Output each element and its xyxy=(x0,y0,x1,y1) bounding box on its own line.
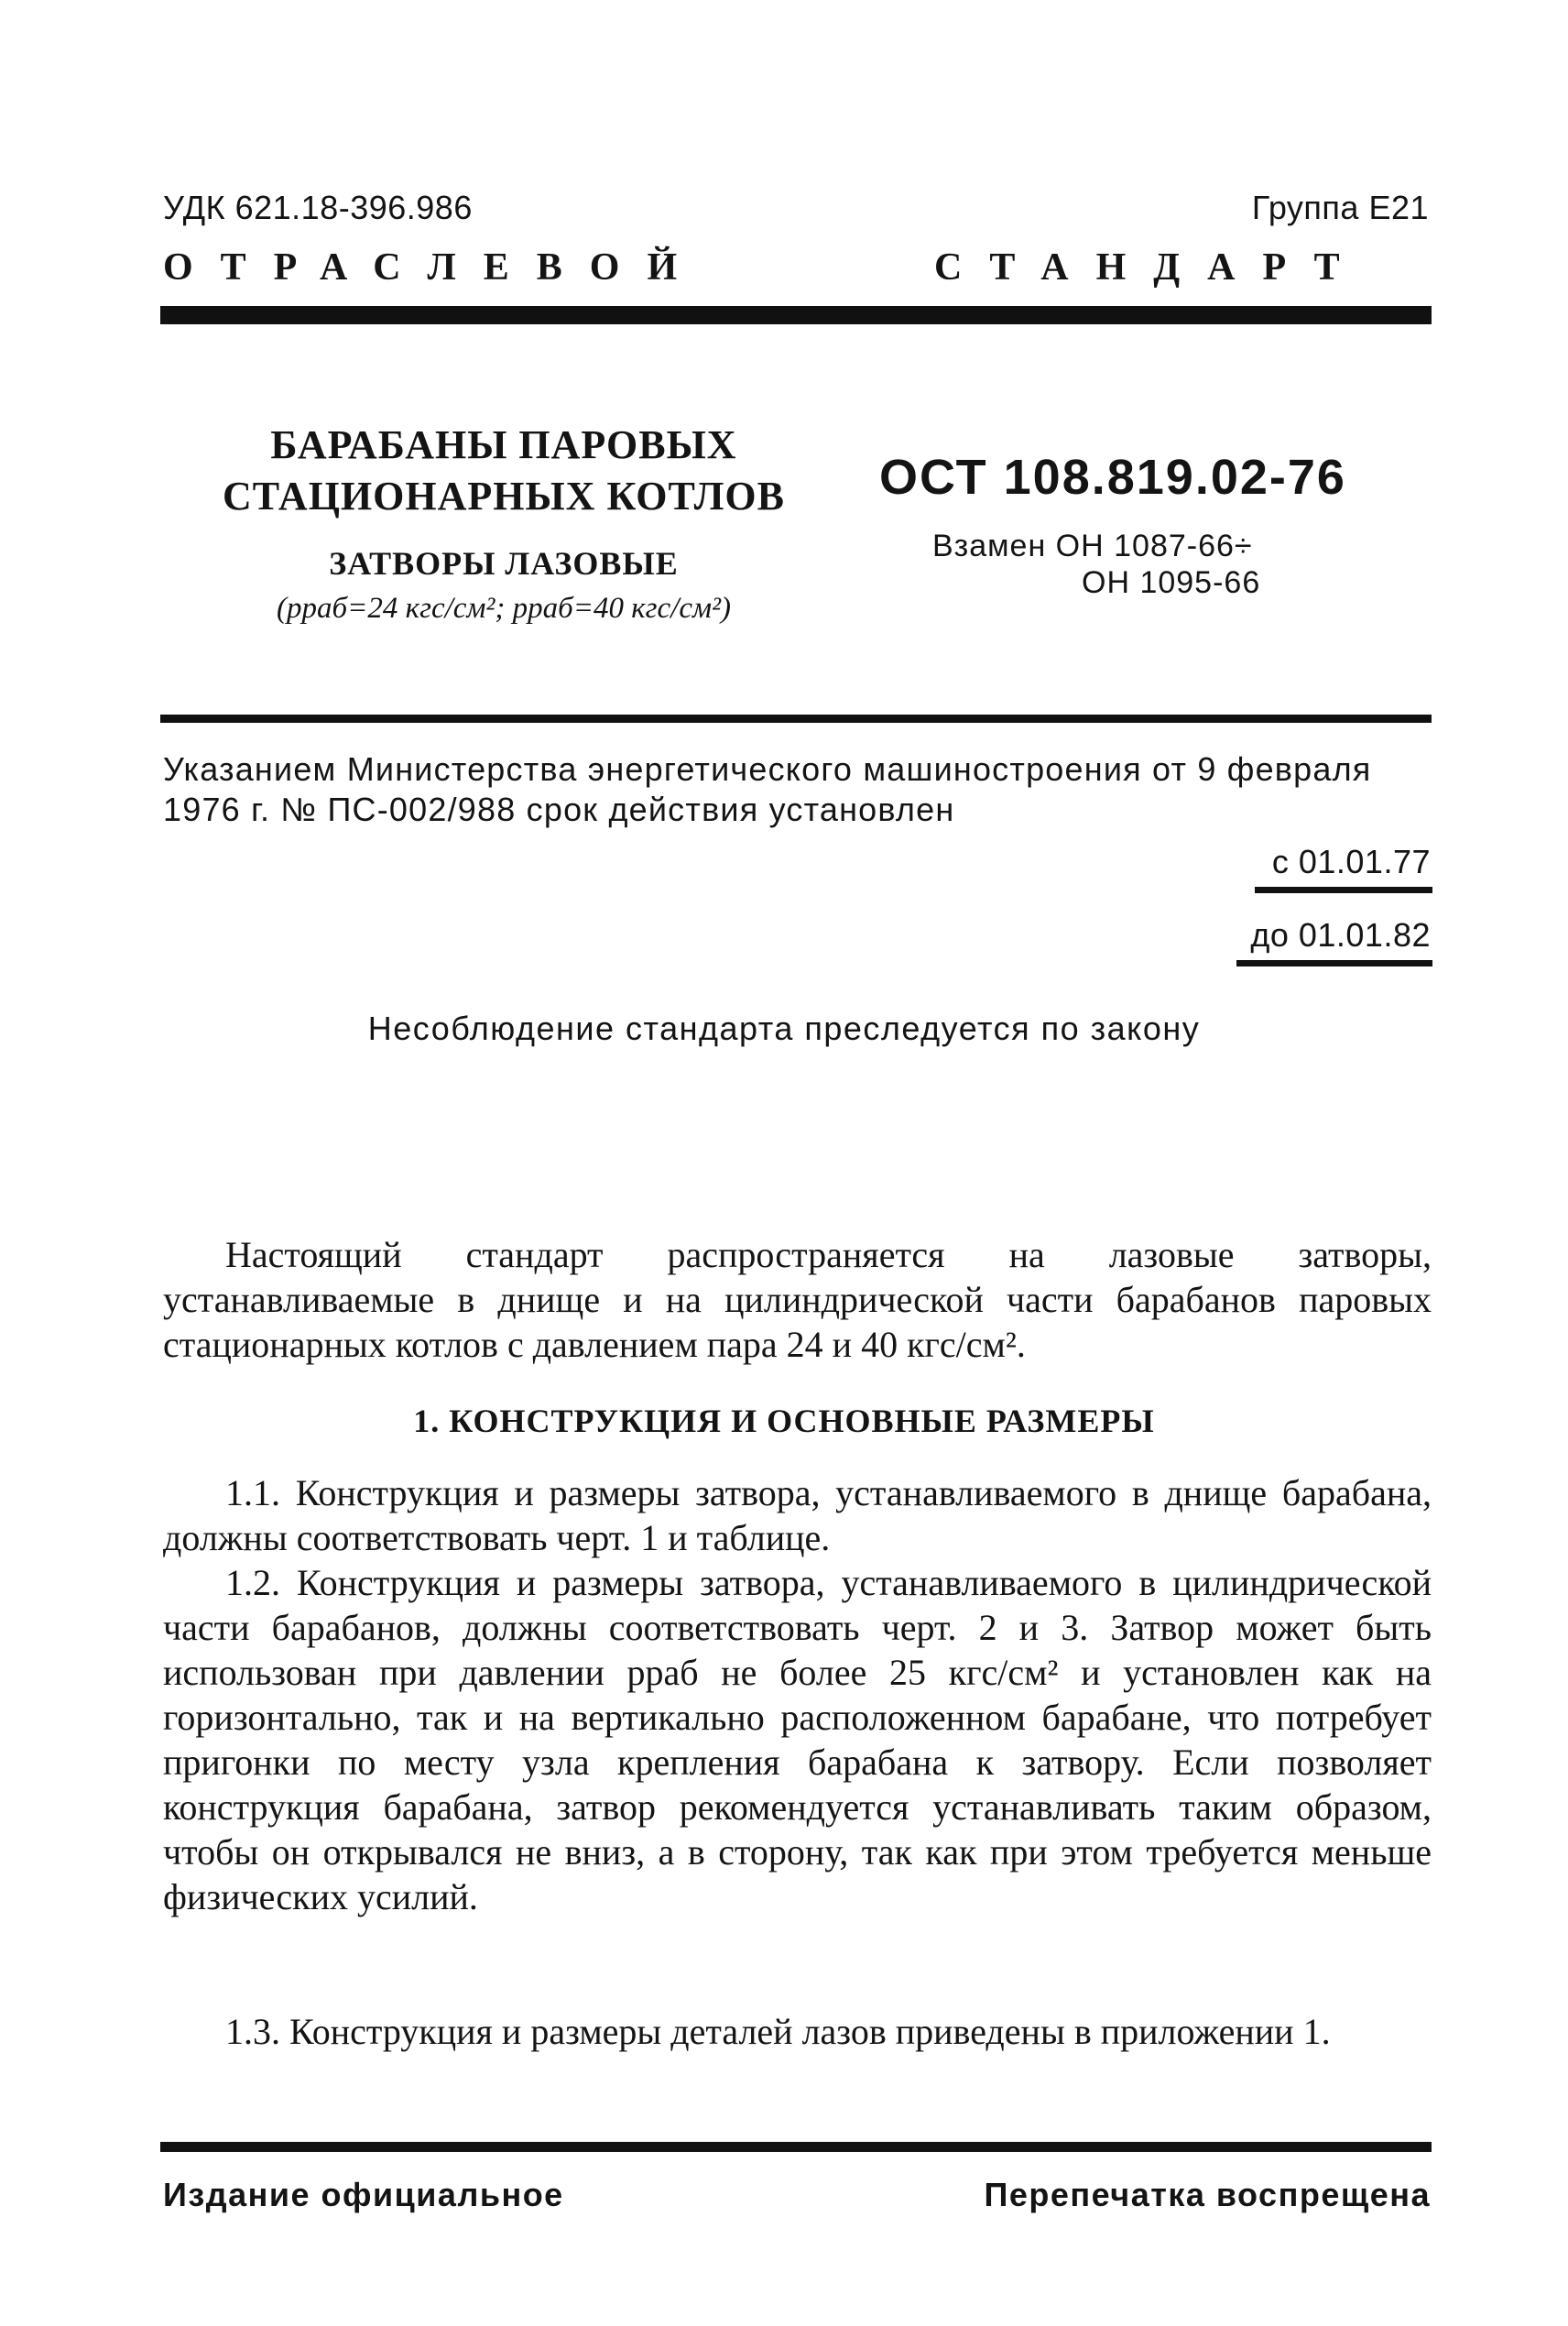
category-left-label: ОТРАСЛЕВОЙ xyxy=(163,246,705,289)
title-divider xyxy=(160,715,1432,723)
udk-code: УДК 621.18-396.986 xyxy=(163,189,473,226)
paragraph-1-1: 1.1. Конструкция и размеры затвора, устанавливаемого в днище барабана, должны соответствовать черт. 1 и таблице. xyxy=(163,1472,1432,1558)
footer-divider xyxy=(160,2142,1432,2152)
valid-to-underline xyxy=(1236,960,1432,966)
replaces-line-2: ОН 1095-66 xyxy=(1082,565,1261,600)
valid-from-date: с 01.01.77 xyxy=(1271,843,1431,880)
reprint-note: Перепечатка воспрещена xyxy=(984,2176,1431,2213)
title-line-1: БАРАБАНЫ ПАРОВЫХ xyxy=(270,422,737,467)
document-title-block xyxy=(183,420,824,628)
valid-from-underline xyxy=(1255,887,1432,893)
category-right-label: СТАНДАРТ xyxy=(934,246,1367,289)
pressure-spec: (pраб=24 кгс/см²; pраб=40 кгс/см²) xyxy=(277,592,731,625)
edition-note: Издание официальное xyxy=(163,2176,564,2213)
header-divider xyxy=(160,306,1432,324)
title-line-2: СТАЦИОНАРНЫХ КОТЛОВ xyxy=(222,474,785,519)
standard-code: ОСТ 108.819.02-76 xyxy=(879,450,1346,505)
legal-warning: Несоблюдение стандарта преследуется по закону xyxy=(367,1010,1201,1047)
replaces-line-1: Взамен ОН 1087-66÷ xyxy=(932,529,1253,563)
decree-text: Указанием Министерства энергетического машиностроения от 9 февраля 1976 г. № ПС-002/988 срок действия установлен xyxy=(163,750,1372,828)
section-heading: 1. КОНСТРУКЦИЯ И ОСНОВНЫЕ РАЗМЕРЫ xyxy=(413,1403,1155,1439)
paragraph-1-3: 1.3. Конструкция и размеры деталей лазов приведены в приложении 1. xyxy=(225,2011,1331,2052)
paragraph-1-2: 1.2. Конструкция и размеры затвора, устанавливаемого в цилиндрической части барабанов, должны соответствовать черт. 2 и 3. Затвор может быть использован при давлении pраб не более 25 кгс/см² и установлен как на горизонтально, так и на вертикально расположенном барабане, что потребует пригонки по месту узла крепления барабана к затвору. Если позволяет конструкция барабана, затвор рекомендуется устанавливать таким образом, чтобы он открывался не вниз, а в сторону, так как при этом требуется меньше физических усилий. xyxy=(163,1562,1432,1917)
intro-paragraph: Настоящий стандарт распространяется на лазовые затворы, устанавливаемые в днище и на цилиндрической части барабанов паровых стационарных котлов с давлением пара 24 и 40 кгс/см². xyxy=(163,1234,1432,1365)
group-code: Группа Е21 xyxy=(1251,189,1429,226)
document-subtitle: ЗАТВОРЫ ЛАЗОВЫЕ xyxy=(329,545,679,582)
replaces-note xyxy=(932,528,1260,601)
valid-to-date: до 01.01.82 xyxy=(1250,916,1431,954)
